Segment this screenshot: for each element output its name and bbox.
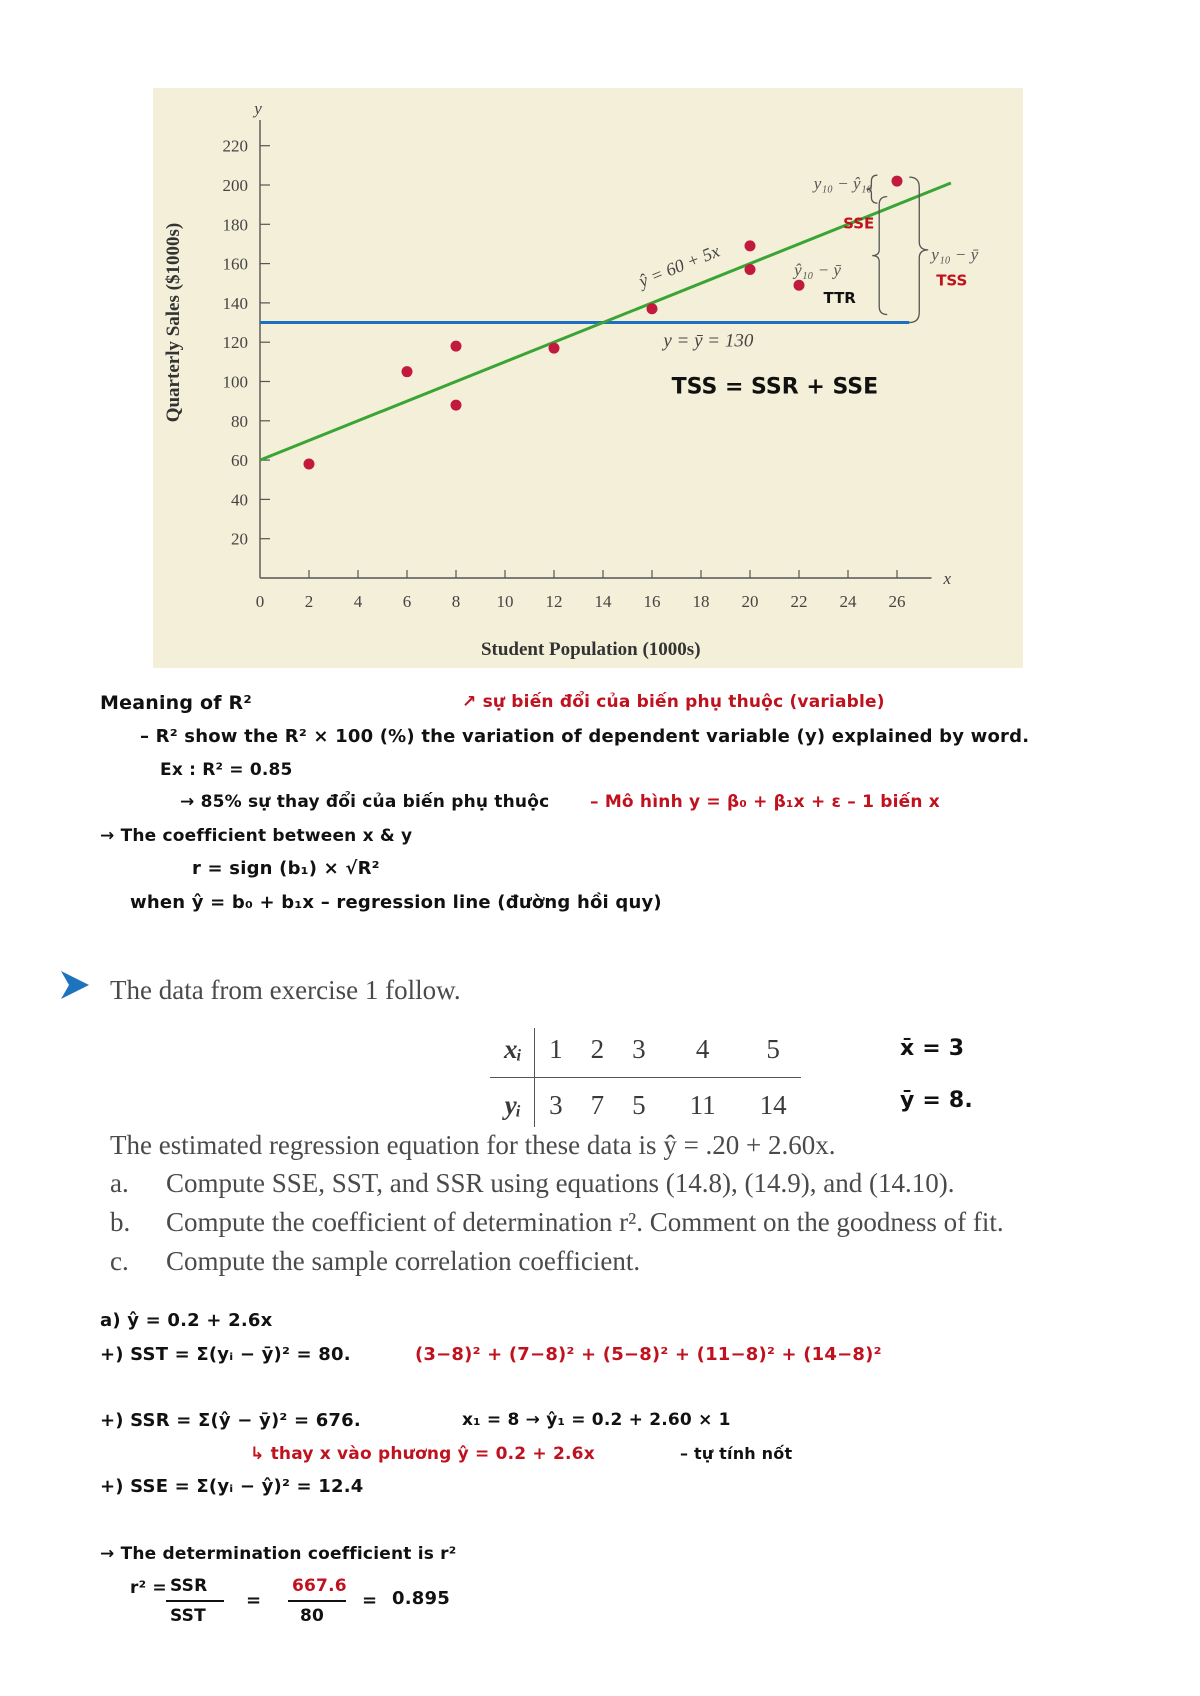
r2-denominator: SST (170, 1606, 206, 1626)
x-tick-label: 0 (255, 592, 265, 611)
annotation-yhat10-ybar: ŷ₁₀ − ȳ (794, 260, 841, 280)
x-tick-label: 20 (741, 592, 759, 611)
ssr-example: x₁ = 8 → ŷ₁ = 0.2 + 2.60 × 1 (462, 1410, 731, 1430)
x-tick-label: 6 (402, 592, 412, 611)
equals-1: = (246, 1590, 262, 1611)
equals-2: = (362, 1590, 378, 1611)
sse-line: +) SSE = Σ(yᵢ − ŷ)² = 12.4 (100, 1476, 364, 1497)
ybar-note: ȳ = 8. (900, 1088, 973, 1113)
identity-note: TSS = SSR + SSE (671, 374, 879, 400)
meaning-side-note: ↗ sự biến đổi của biến phụ thuộc (variable) (462, 692, 885, 712)
meaning-line-3: → 85% sự thay đổi của biến phụ thuộc (180, 792, 550, 812)
data-table (490, 1028, 801, 1127)
r2-numerator: SSR (170, 1576, 208, 1596)
x-axis-symbol: x (943, 569, 952, 588)
table-row-x (490, 1028, 801, 1078)
r2-label: r² = (130, 1578, 167, 1598)
data-point (647, 303, 658, 314)
solution-a: a) ŷ = 0.2 + 2.6x (100, 1310, 273, 1331)
y-axis-symbol: y (254, 99, 262, 119)
annotation-ttr: TTR (823, 289, 856, 308)
annotation-y10-ybar: y₁₀ − ȳ (931, 244, 979, 264)
x-value: 2 (577, 1028, 619, 1078)
ssr-hint-2: – tự tính nốt (680, 1444, 793, 1463)
data-point (745, 264, 756, 275)
regression-line-label: ŷ = 60 + 5x (635, 240, 723, 292)
x-tick-label: 22 (790, 592, 808, 611)
x-value: 5 (730, 1028, 801, 1078)
data-point (451, 400, 462, 411)
y-tick-label: 140 (222, 293, 248, 313)
data-point (451, 341, 462, 352)
exercise-intro: The data from exercise 1 follow. (110, 975, 461, 1005)
y-tick-label: 60 (231, 451, 248, 471)
annotation-tss: TSS (936, 271, 968, 290)
fraction-bar-2 (288, 1600, 346, 1602)
numerator-value: 667.6 (292, 1576, 347, 1596)
x-tick-label: 24 (839, 592, 857, 611)
y-label: yᵢ (490, 1078, 535, 1128)
y-tick-label: 160 (222, 254, 248, 274)
ssr-line: +) SSR = Σ(ŷ − ȳ)² = 676. (100, 1410, 361, 1431)
model-note: – Mô hình y = β₀ + β₁x + ε – 1 biến x (590, 792, 940, 812)
meaning-example: Ex : R² = 0.85 (160, 760, 293, 780)
r2-result: 0.895 (392, 1588, 450, 1609)
data-point (745, 240, 756, 251)
y-tick-label: 20 (231, 529, 248, 549)
r-formula: r = sign (b₁) × √R² (192, 858, 380, 879)
meaning-title: Meaning of R² (100, 692, 252, 714)
meaning-line-1: – R² show the R² × 100 (%) the variation of dependent variable (y) explained by word. (140, 726, 1030, 747)
y-tick-label: 40 (231, 490, 248, 510)
data-point (402, 366, 413, 377)
y-tick-label: 220 (222, 136, 248, 156)
x-tick-label: 2 (304, 592, 314, 611)
coef-line: → The coefficient between x & y (100, 826, 413, 846)
y-value: 5 (632, 1090, 646, 1120)
chart-svg (153, 88, 1023, 668)
data-point (794, 280, 805, 291)
y-tick-label: 100 (222, 372, 248, 392)
data-point (304, 459, 315, 470)
y-value: 11 (689, 1090, 716, 1120)
x-tick-label: 10 (496, 592, 514, 611)
question-a: a. Compute SSE, SST, and SSR using equations (14.8), (14.9), and (14.10). (110, 1168, 955, 1198)
x-value: 4 (660, 1028, 730, 1078)
y-tick-label: 180 (222, 215, 248, 235)
y-tick-label: 200 (222, 176, 248, 195)
x-tick-label: 16 (643, 592, 661, 611)
denominator-value: 80 (300, 1606, 325, 1626)
ssr-hint: ↳ thay x vào phương ŷ = 0.2 + 2.6x (250, 1444, 595, 1464)
y-value: 3 (549, 1090, 563, 1120)
regression-equation: The estimated regression equation for these data is ŷ = .20 + 2.60x. (110, 1130, 836, 1160)
fraction-bar (166, 1600, 224, 1602)
question-c: c. Compute the sample correlation coefficient. (110, 1246, 641, 1276)
sst-expansion: (3−8)² + (7−8)² + (5−8)² + (11−8)² + (14−8)² (415, 1344, 882, 1365)
y-value: 7 (590, 1090, 605, 1120)
x-tick-label: 4 (353, 592, 363, 611)
xbar-note: x̄ = 3 (900, 1036, 965, 1061)
annotation-y10-yhat10: y₁₀ − ŷ₁₀ (813, 174, 873, 194)
bullet-arrow-icon (58, 968, 92, 1002)
y-tick-label: 120 (222, 333, 248, 353)
sst-line: +) SST = Σ(yᵢ − ȳ)² = 80. (100, 1344, 351, 1365)
x-value: 3 (618, 1028, 660, 1078)
annotation-sse: SSE (843, 214, 875, 233)
question-b: b. Compute the coefficient of determination r². Comment on the goodness of fit. (110, 1207, 1004, 1237)
x-tick-label: 8 (451, 592, 461, 611)
mean-line-label: y = ȳ = 130 (663, 330, 754, 352)
x-axis-title: Student Population (1000s) (480, 639, 701, 660)
x-label: xᵢ (490, 1028, 535, 1078)
regression-line-note: when ŷ = b₀ + b₁x – regression line (đường hồi quy) (130, 892, 662, 913)
x-tick-label: 26 (888, 592, 906, 611)
x-tick-label: 18 (692, 592, 710, 611)
x-tick-label: 12 (545, 592, 563, 611)
y-value: 14 (759, 1090, 787, 1120)
data-point (892, 176, 903, 187)
x-value: 1 (535, 1028, 577, 1078)
question-list (110, 1168, 1004, 1285)
determination-line: → The determination coefficient is r² (100, 1544, 457, 1564)
y-tick-label: 80 (231, 411, 248, 431)
scatter-chart (153, 88, 1023, 668)
data-point (549, 343, 560, 354)
x-tick-label: 14 (594, 592, 612, 611)
y-axis-title: Quarterly Sales ($1000s) (163, 222, 184, 423)
table-row-y (490, 1078, 801, 1128)
